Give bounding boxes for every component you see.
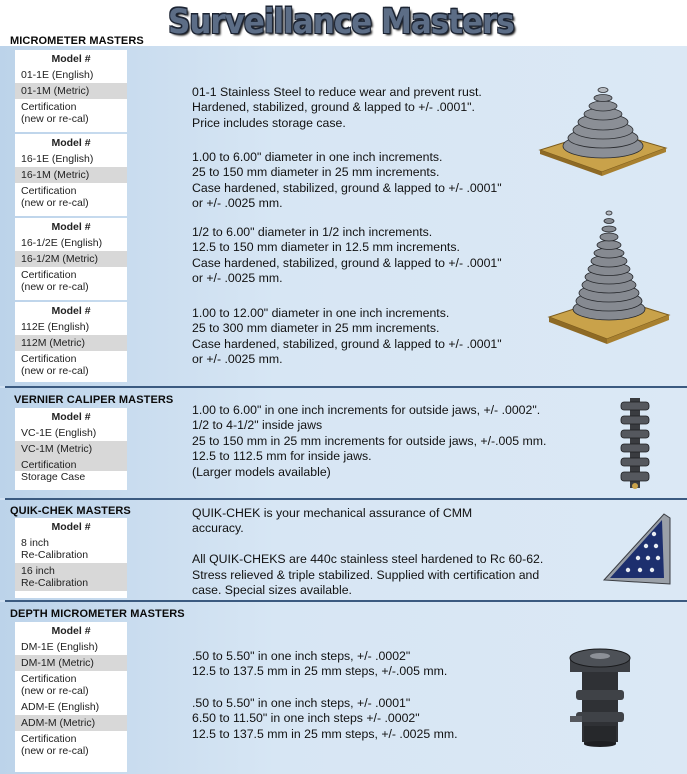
- model-row: Certification: [21, 185, 77, 197]
- tall-ring-master-image: [545, 205, 673, 345]
- model-row: VC-1E (English): [21, 427, 97, 439]
- model-row: Certification: [21, 353, 77, 365]
- depth-section-title: DEPTH MICROMETER MASTERS: [10, 608, 185, 620]
- product-description: .50 to 5.50" in one inch steps, +/- .0001" 6.50 to 11.50" in one inch steps +/- .0002" 12.5 to 137.5 mm in 25 mm steps, +/- .0025 mm.: [192, 696, 458, 741]
- model-card: [15, 622, 127, 772]
- model-row: Certification: [15, 457, 127, 471]
- product-description: 1.00 to 6.00" diameter in one inch increments. 25 to 150 mm diameter in 25 mm increments. Case hardened, stabilized, ground & lapped to +/- .0001" or +/- .0025 mm.: [192, 150, 502, 211]
- model-row: (new or re-cal): [21, 113, 89, 125]
- product-description: 1/2 to 6.00" diameter in 1/2 inch increments. 12.5 to 150 mm diameter in 12.5 mm increments. Case hardened, stabilized, ground & lapped to +/- .0001" or +/- .0025 mm.: [192, 225, 502, 286]
- model-row: 01-1M (Metric): [15, 83, 127, 99]
- model-row: Certification: [21, 269, 77, 281]
- model-row: VC-1M (Metric): [15, 441, 127, 457]
- product-description: QUIK-CHEK is your mechanical assurance of CMM accuracy. All QUIK-CHEKS are 440c stainless steel hardened to Rc 60-62. Stress relieved & triple stabilized. Supplied with certification and case. Special sizes available.: [192, 506, 544, 598]
- model-card: [15, 302, 127, 382]
- product-description: 1.00 to 6.00" in one inch increments for outside jaws, +/- .0002". 1/2 to 4-1/2" inside jaws 25 to 150 mm in 25 mm increments for outside jaws, +/-.005 mm. 12.5 to 112.5 mm for inside jaws. (Larger models available): [192, 403, 547, 479]
- model-row: Certification: [21, 101, 77, 113]
- model-heading: Model #: [51, 521, 91, 533]
- model-row: Certification: [21, 673, 77, 685]
- page-title: Surveillance Masters: [168, 2, 514, 42]
- model-card: [15, 408, 127, 490]
- vernier-section-title: VERNIER CALIPER MASTERS: [14, 394, 174, 406]
- model-row: Re-Calibration: [21, 549, 89, 561]
- depth-master-image: [562, 640, 636, 748]
- model-heading: Model #: [51, 305, 91, 317]
- product-description: .50 to 5.50" in one inch steps, +/- .0002" 12.5 to 137.5 mm in 25 mm steps, +/-.005 mm.: [192, 649, 448, 679]
- caliper-master-image: [618, 396, 652, 492]
- stepped-ring-master-image: [536, 80, 670, 176]
- model-row: ADM-E (English): [21, 701, 100, 713]
- model-heading: Model #: [51, 221, 91, 233]
- model-row: 16 inch: [15, 563, 127, 577]
- model-row: DM-1E (English): [21, 641, 99, 653]
- model-row: DM-1M (Metric): [15, 655, 127, 671]
- model-row: Re-Calibration: [15, 577, 127, 591]
- model-row: (new or re-cal): [21, 365, 89, 377]
- quik-chek-image: [598, 504, 678, 586]
- model-row: Certification: [21, 733, 77, 745]
- product-description: 01-1 Stainless Steel to reduce wear and prevent rust. Hardened, stabilized, ground & lapped to +/- .0001". Price includes storage case.: [192, 85, 482, 130]
- model-row: 01-1E (English): [21, 69, 94, 81]
- model-row: ADM-M (Metric): [15, 715, 127, 731]
- model-heading: Model #: [51, 411, 91, 423]
- model-row: 16-1M (Metric): [15, 167, 127, 183]
- quikchek-section-title: QUIK-CHEK MASTERS: [10, 505, 131, 517]
- model-row: 112M (Metric): [15, 335, 127, 351]
- model-card: [15, 50, 127, 132]
- model-heading: Model #: [51, 53, 91, 65]
- model-row: 16-1E (English): [21, 153, 94, 165]
- model-card: [15, 218, 127, 300]
- micrometer-section-title: MICROMETER MASTERS: [10, 35, 144, 47]
- model-row: 16-1/2M (Metric): [15, 251, 127, 267]
- product-description: 1.00 to 12.00" diameter in one inch increments. 25 to 300 mm diameter in 25 mm increments. Case hardened, stabilized, ground & lapped to +/- .0001" or +/- .0025 mm.: [192, 306, 502, 367]
- model-heading: Model #: [51, 625, 91, 637]
- model-card: [15, 134, 127, 216]
- model-row: Storage Case: [21, 471, 86, 483]
- model-row: (new or re-cal): [21, 745, 89, 757]
- model-row: 8 inch: [21, 537, 50, 549]
- model-heading: Model #: [51, 137, 91, 149]
- model-row: (new or re-cal): [21, 685, 89, 697]
- model-row: 112E (English): [21, 321, 90, 333]
- model-row: (new or re-cal): [21, 281, 89, 293]
- model-row: (new or re-cal): [21, 197, 89, 209]
- model-row: 16-1/2E (English): [21, 237, 103, 249]
- model-card: [15, 518, 127, 598]
